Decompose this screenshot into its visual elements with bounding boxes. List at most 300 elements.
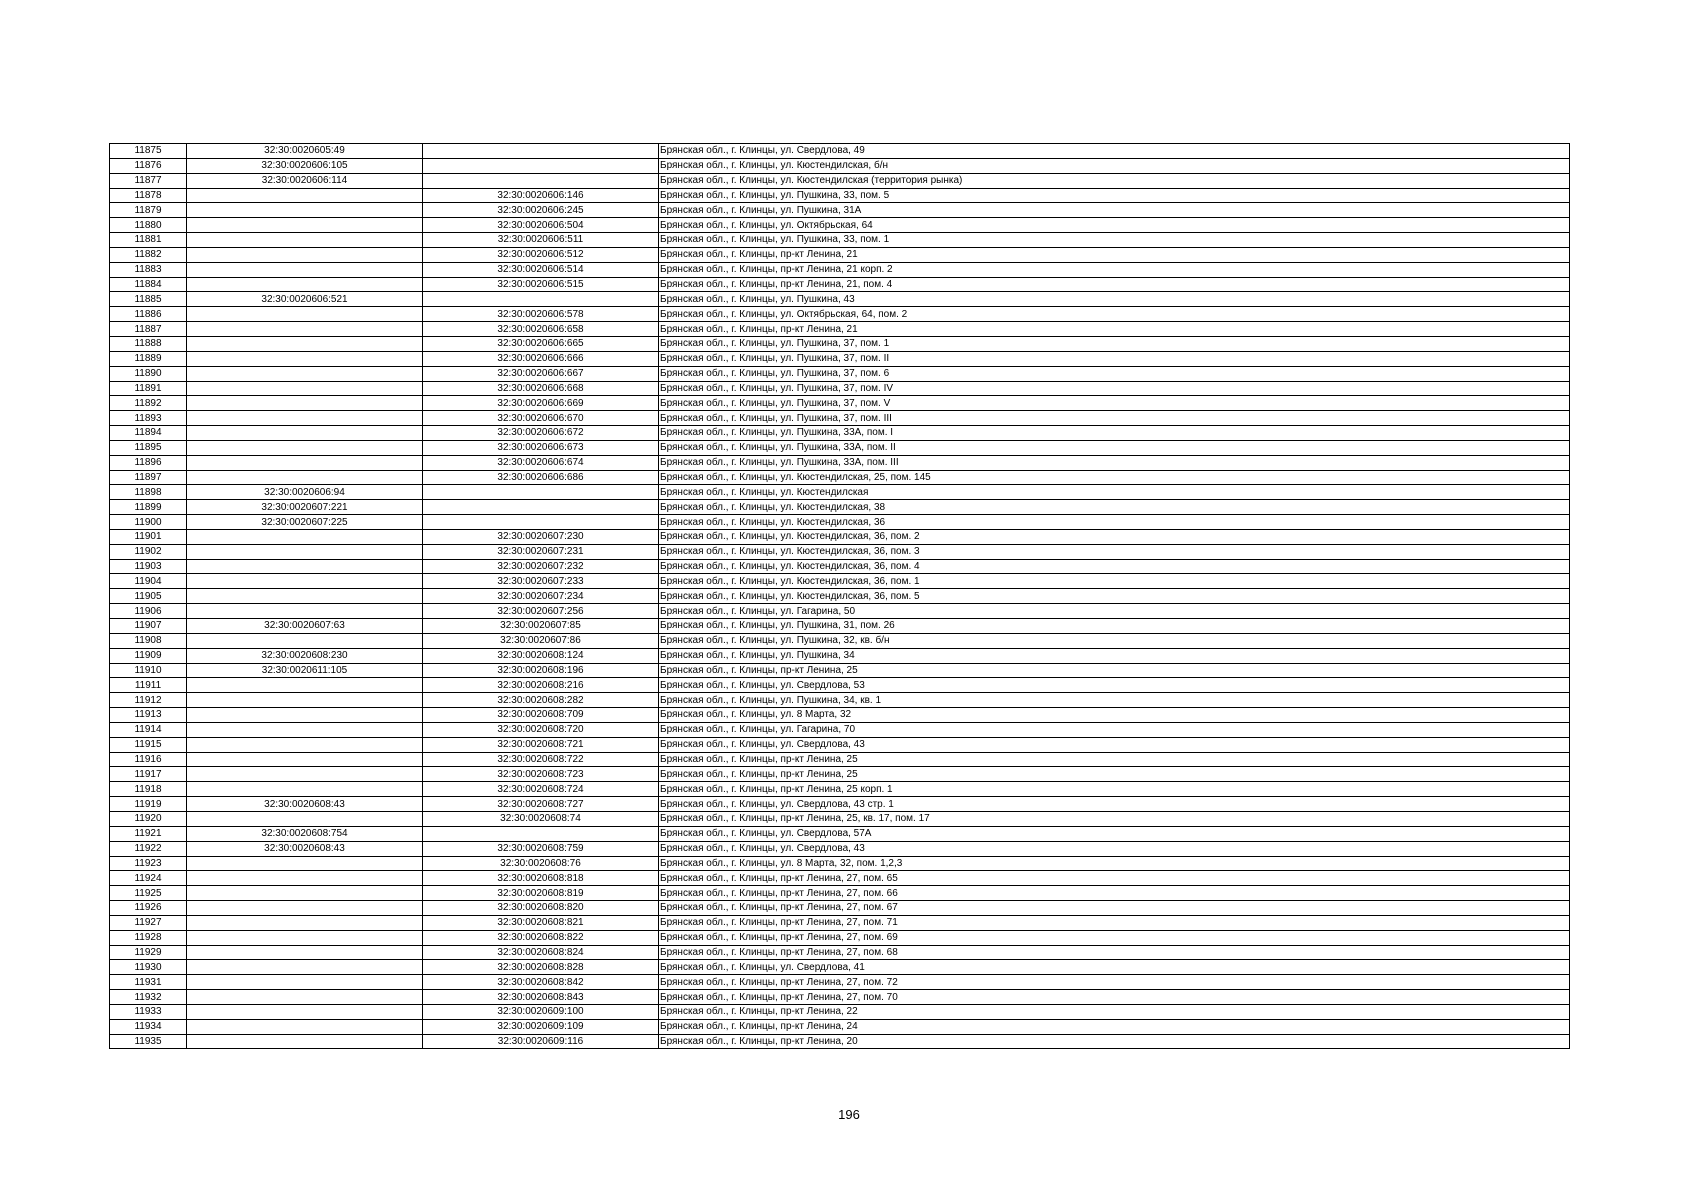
land-cadastral-number-cell bbox=[187, 1034, 423, 1049]
address-cell: Брянская обл., г. Клинцы, ул. Свердлова, 43 стр. 1 bbox=[659, 797, 1570, 812]
address-cell: Брянская обл., г. Клинцы, пр-кт Ленина, 21, пом. 4 bbox=[659, 277, 1570, 292]
table-row bbox=[110, 292, 1570, 307]
land-cadastral-number-cell bbox=[187, 455, 423, 470]
row-number-cell: 11883 bbox=[110, 262, 187, 277]
table-row bbox=[110, 351, 1570, 366]
building-cadastral-number-cell bbox=[423, 500, 659, 515]
table-row bbox=[110, 307, 1570, 322]
table-row bbox=[110, 589, 1570, 604]
building-cadastral-number-cell: 32:30:0020606:668 bbox=[423, 381, 659, 396]
row-number-cell: 11889 bbox=[110, 351, 187, 366]
land-cadastral-number-cell bbox=[187, 396, 423, 411]
table-row bbox=[110, 633, 1570, 648]
building-cadastral-number-cell: 32:30:0020606:674 bbox=[423, 455, 659, 470]
building-cadastral-number-cell: 32:30:0020608:282 bbox=[423, 693, 659, 708]
land-cadastral-number-cell bbox=[187, 203, 423, 218]
land-cadastral-number-cell: 32:30:0020607:225 bbox=[187, 515, 423, 530]
land-cadastral-number-cell: 32:30:0020605:49 bbox=[187, 144, 423, 159]
table-row bbox=[110, 262, 1570, 277]
row-number-cell: 11916 bbox=[110, 752, 187, 767]
row-number-cell: 11929 bbox=[110, 945, 187, 960]
address-cell: Брянская обл., г. Клинцы, ул. Пушкина, 33, пом. 1 bbox=[659, 233, 1570, 248]
land-cadastral-number-cell: 32:30:0020606:521 bbox=[187, 292, 423, 307]
building-cadastral-number-cell: 32:30:0020609:109 bbox=[423, 1019, 659, 1034]
land-cadastral-number-cell bbox=[187, 811, 423, 826]
address-cell: Брянская обл., г. Клинцы, ул. 8 Марта, 32, пом. 1,2,3 bbox=[659, 856, 1570, 871]
address-cell: Брянская обл., г. Клинцы, пр-кт Ленина, 21 корп. 2 bbox=[659, 262, 1570, 277]
row-number-cell: 11925 bbox=[110, 886, 187, 901]
row-number-cell: 11895 bbox=[110, 440, 187, 455]
land-cadastral-number-cell bbox=[187, 886, 423, 901]
land-cadastral-number-cell: 32:30:0020608:43 bbox=[187, 841, 423, 856]
land-cadastral-number-cell bbox=[187, 470, 423, 485]
land-cadastral-number-cell bbox=[187, 544, 423, 559]
building-cadastral-number-cell: 32:30:0020607:234 bbox=[423, 589, 659, 604]
building-cadastral-number-cell: 32:30:0020606:658 bbox=[423, 322, 659, 337]
building-cadastral-number-cell: 32:30:0020608:723 bbox=[423, 767, 659, 782]
table-row bbox=[110, 381, 1570, 396]
table-row bbox=[110, 411, 1570, 426]
table-row bbox=[110, 144, 1570, 159]
address-cell: Брянская обл., г. Клинцы, пр-кт Ленина, 25 bbox=[659, 752, 1570, 767]
land-cadastral-number-cell bbox=[187, 975, 423, 990]
address-cell: Брянская обл., г. Клинцы, пр-кт Ленина, 25 bbox=[659, 767, 1570, 782]
building-cadastral-number-cell: 32:30:0020606:245 bbox=[423, 203, 659, 218]
table-row bbox=[110, 990, 1570, 1005]
table-row bbox=[110, 782, 1570, 797]
row-number-cell: 11907 bbox=[110, 619, 187, 634]
table-row bbox=[110, 544, 1570, 559]
table-row bbox=[110, 515, 1570, 530]
row-number-cell: 11924 bbox=[110, 871, 187, 886]
table-row bbox=[110, 500, 1570, 515]
address-cell: Брянская обл., г. Клинцы, ул. Свердлова, 43 bbox=[659, 737, 1570, 752]
land-cadastral-number-cell bbox=[187, 782, 423, 797]
table-row bbox=[110, 737, 1570, 752]
table-row bbox=[110, 960, 1570, 975]
table-row bbox=[110, 930, 1570, 945]
row-number-cell: 11927 bbox=[110, 915, 187, 930]
row-number-cell: 11934 bbox=[110, 1019, 187, 1034]
land-cadastral-number-cell bbox=[187, 856, 423, 871]
land-cadastral-number-cell bbox=[187, 307, 423, 322]
row-number-cell: 11935 bbox=[110, 1034, 187, 1049]
building-cadastral-number-cell: 32:30:0020606:515 bbox=[423, 277, 659, 292]
building-cadastral-number-cell: 32:30:0020609:116 bbox=[423, 1034, 659, 1049]
building-cadastral-number-cell bbox=[423, 485, 659, 500]
building-cadastral-number-cell: 32:30:0020608:721 bbox=[423, 737, 659, 752]
address-cell: Брянская обл., г. Клинцы, ул. Пушкина, 37, пом. 6 bbox=[659, 366, 1570, 381]
address-cell: Брянская обл., г. Клинцы, ул. Кюстендилская, 36, пом. 5 bbox=[659, 589, 1570, 604]
address-cell: Брянская обл., г. Клинцы, ул. Кюстендилская (территория рынка) bbox=[659, 173, 1570, 188]
row-number-cell: 11911 bbox=[110, 678, 187, 693]
table-row bbox=[110, 396, 1570, 411]
address-cell: Брянская обл., г. Клинцы, ул. Пушкина, 33А, пом. III bbox=[659, 455, 1570, 470]
building-cadastral-number-cell bbox=[423, 292, 659, 307]
row-number-cell: 11903 bbox=[110, 559, 187, 574]
row-number-cell: 11878 bbox=[110, 188, 187, 203]
table-row bbox=[110, 529, 1570, 544]
building-cadastral-number-cell: 32:30:0020606:667 bbox=[423, 366, 659, 381]
table-row bbox=[110, 173, 1570, 188]
building-cadastral-number-cell: 32:30:0020606:146 bbox=[423, 188, 659, 203]
address-cell: Брянская обл., г. Клинцы, пр-кт Ленина, 22 bbox=[659, 1004, 1570, 1019]
address-cell: Брянская обл., г. Клинцы, ул. Пушкина, 34 bbox=[659, 648, 1570, 663]
table-row bbox=[110, 1034, 1570, 1049]
row-number-cell: 11919 bbox=[110, 797, 187, 812]
building-cadastral-number-cell: 32:30:0020607:231 bbox=[423, 544, 659, 559]
table-row bbox=[110, 619, 1570, 634]
table-row bbox=[110, 559, 1570, 574]
table-row bbox=[110, 678, 1570, 693]
table-row bbox=[110, 767, 1570, 782]
building-cadastral-number-cell: 32:30:0020608:709 bbox=[423, 708, 659, 723]
land-cadastral-number-cell: 32:30:0020608:754 bbox=[187, 826, 423, 841]
address-cell: Брянская обл., г. Клинцы, ул. Кюстендилская, 36, пом. 4 bbox=[659, 559, 1570, 574]
building-cadastral-number-cell: 32:30:0020606:670 bbox=[423, 411, 659, 426]
address-cell: Брянская обл., г. Клинцы, пр-кт Ленина, 27, пом. 72 bbox=[659, 975, 1570, 990]
land-cadastral-number-cell: 32:30:0020606:94 bbox=[187, 485, 423, 500]
building-cadastral-number-cell: 32:30:0020608:824 bbox=[423, 945, 659, 960]
row-number-cell: 11898 bbox=[110, 485, 187, 500]
address-cell: Брянская обл., г. Клинцы, пр-кт Ленина, 25 корп. 1 bbox=[659, 782, 1570, 797]
building-cadastral-number-cell: 32:30:0020606:578 bbox=[423, 307, 659, 322]
row-number-cell: 11922 bbox=[110, 841, 187, 856]
address-cell: Брянская обл., г. Клинцы, ул. Кюстендилская bbox=[659, 485, 1570, 500]
table-row bbox=[110, 233, 1570, 248]
row-number-cell: 11912 bbox=[110, 693, 187, 708]
table-row bbox=[110, 247, 1570, 262]
building-cadastral-number-cell: 32:30:0020608:216 bbox=[423, 678, 659, 693]
row-number-cell: 11921 bbox=[110, 826, 187, 841]
address-cell: Брянская обл., г. Клинцы, ул. Кюстендилская, 36, пом. 2 bbox=[659, 529, 1570, 544]
address-cell: Брянская обл., г. Клинцы, ул. Кюстендилская, 38 bbox=[659, 500, 1570, 515]
table-row bbox=[110, 693, 1570, 708]
address-cell: Брянская обл., г. Клинцы, ул. Пушкина, 37, пом. II bbox=[659, 351, 1570, 366]
building-cadastral-number-cell: 32:30:0020608:842 bbox=[423, 975, 659, 990]
building-cadastral-number-cell: 32:30:0020608:818 bbox=[423, 871, 659, 886]
land-cadastral-number-cell bbox=[187, 722, 423, 737]
row-number-cell: 11915 bbox=[110, 737, 187, 752]
land-cadastral-number-cell bbox=[187, 604, 423, 619]
table-row bbox=[110, 901, 1570, 916]
address-cell: Брянская обл., г. Клинцы, пр-кт Ленина, 27, пом. 65 bbox=[659, 871, 1570, 886]
address-cell: Брянская обл., г. Клинцы, пр-кт Ленина, 24 bbox=[659, 1019, 1570, 1034]
building-cadastral-number-cell: 32:30:0020607:230 bbox=[423, 529, 659, 544]
row-number-cell: 11928 bbox=[110, 930, 187, 945]
row-number-cell: 11923 bbox=[110, 856, 187, 871]
address-cell: Брянская обл., г. Клинцы, ул. Кюстендилская, б/н bbox=[659, 158, 1570, 173]
address-cell: Брянская обл., г. Клинцы, ул. Гагарина, 50 bbox=[659, 604, 1570, 619]
address-cell: Брянская обл., г. Клинцы, ул. Кюстендилская, 36 bbox=[659, 515, 1570, 530]
building-cadastral-number-cell: 32:30:0020606:512 bbox=[423, 247, 659, 262]
land-cadastral-number-cell bbox=[187, 529, 423, 544]
table-row bbox=[110, 366, 1570, 381]
land-cadastral-number-cell bbox=[187, 277, 423, 292]
table-row bbox=[110, 203, 1570, 218]
building-cadastral-number-cell bbox=[423, 144, 659, 159]
address-cell: Брянская обл., г. Клинцы, пр-кт Ленина, 20 bbox=[659, 1034, 1570, 1049]
row-number-cell: 11882 bbox=[110, 247, 187, 262]
table-row bbox=[110, 277, 1570, 292]
address-cell: Брянская обл., г. Клинцы, ул. Кюстендилская, 25, пом. 145 bbox=[659, 470, 1570, 485]
building-cadastral-number-cell: 32:30:0020608:819 bbox=[423, 886, 659, 901]
building-cadastral-number-cell: 32:30:0020606:669 bbox=[423, 396, 659, 411]
building-cadastral-number-cell bbox=[423, 515, 659, 530]
row-number-cell: 11877 bbox=[110, 173, 187, 188]
building-cadastral-number-cell: 32:30:0020606:686 bbox=[423, 470, 659, 485]
building-cadastral-number-cell: 32:30:0020607:86 bbox=[423, 633, 659, 648]
table-row bbox=[110, 336, 1570, 351]
table-row bbox=[110, 871, 1570, 886]
land-cadastral-number-cell bbox=[187, 426, 423, 441]
building-cadastral-number-cell bbox=[423, 158, 659, 173]
address-cell: Брянская обл., г. Клинцы, ул. Пушкина, 37, пом. III bbox=[659, 411, 1570, 426]
address-cell: Брянская обл., г. Клинцы, ул. Свердлова, 41 bbox=[659, 960, 1570, 975]
row-number-cell: 11886 bbox=[110, 307, 187, 322]
land-cadastral-number-cell: 32:30:0020608:230 bbox=[187, 648, 423, 663]
row-number-cell: 11930 bbox=[110, 960, 187, 975]
address-cell: Брянская обл., г. Клинцы, ул. Пушкина, 43 bbox=[659, 292, 1570, 307]
row-number-cell: 11884 bbox=[110, 277, 187, 292]
table-row bbox=[110, 218, 1570, 233]
address-cell: Брянская обл., г. Клинцы, ул. Октябрьская, 64, пом. 2 bbox=[659, 307, 1570, 322]
table-row bbox=[110, 841, 1570, 856]
land-cadastral-number-cell bbox=[187, 411, 423, 426]
row-number-cell: 11908 bbox=[110, 633, 187, 648]
building-cadastral-number-cell bbox=[423, 173, 659, 188]
building-cadastral-number-cell: 32:30:0020608:759 bbox=[423, 841, 659, 856]
table-row bbox=[110, 440, 1570, 455]
building-cadastral-number-cell: 32:30:0020606:665 bbox=[423, 336, 659, 351]
land-cadastral-number-cell bbox=[187, 945, 423, 960]
table-row bbox=[110, 826, 1570, 841]
land-cadastral-number-cell bbox=[187, 930, 423, 945]
row-number-cell: 11894 bbox=[110, 426, 187, 441]
land-cadastral-number-cell bbox=[187, 366, 423, 381]
table-row bbox=[110, 1019, 1570, 1034]
row-number-cell: 11920 bbox=[110, 811, 187, 826]
building-cadastral-number-cell bbox=[423, 826, 659, 841]
land-cadastral-number-cell: 32:30:0020611:105 bbox=[187, 663, 423, 678]
land-cadastral-number-cell bbox=[187, 559, 423, 574]
row-number-cell: 11892 bbox=[110, 396, 187, 411]
address-cell: Брянская обл., г. Клинцы, ул. Гагарина, 70 bbox=[659, 722, 1570, 737]
address-cell: Брянская обл., г. Клинцы, пр-кт Ленина, 27, пом. 69 bbox=[659, 930, 1570, 945]
land-cadastral-number-cell: 32:30:0020606:105 bbox=[187, 158, 423, 173]
land-cadastral-number-cell bbox=[187, 247, 423, 262]
address-cell: Брянская обл., г. Клинцы, ул. Пушкина, 34, кв. 1 bbox=[659, 693, 1570, 708]
building-cadastral-number-cell: 32:30:0020606:511 bbox=[423, 233, 659, 248]
address-cell: Брянская обл., г. Клинцы, ул. Пушкина, 33А, пом. II bbox=[659, 440, 1570, 455]
building-cadastral-number-cell: 32:30:0020607:256 bbox=[423, 604, 659, 619]
land-cadastral-number-cell bbox=[187, 693, 423, 708]
land-cadastral-number-cell bbox=[187, 737, 423, 752]
land-cadastral-number-cell bbox=[187, 767, 423, 782]
table-row bbox=[110, 470, 1570, 485]
land-cadastral-number-cell bbox=[187, 752, 423, 767]
table-row bbox=[110, 426, 1570, 441]
table-row bbox=[110, 856, 1570, 871]
address-cell: Брянская обл., г. Клинцы, пр-кт Ленина, 27, пом. 68 bbox=[659, 945, 1570, 960]
land-cadastral-number-cell bbox=[187, 322, 423, 337]
land-cadastral-number-cell bbox=[187, 188, 423, 203]
building-cadastral-number-cell: 32:30:0020607:233 bbox=[423, 574, 659, 589]
land-cadastral-number-cell bbox=[187, 1019, 423, 1034]
row-number-cell: 11914 bbox=[110, 722, 187, 737]
table-row bbox=[110, 945, 1570, 960]
land-cadastral-number-cell bbox=[187, 915, 423, 930]
building-cadastral-number-cell: 32:30:0020606:504 bbox=[423, 218, 659, 233]
table-row bbox=[110, 886, 1570, 901]
table-row bbox=[110, 663, 1570, 678]
address-cell: Брянская обл., г. Клинцы, ул. Пушкина, 37, пом. IV bbox=[659, 381, 1570, 396]
land-cadastral-number-cell bbox=[187, 351, 423, 366]
row-number-cell: 11933 bbox=[110, 1004, 187, 1019]
row-number-cell: 11906 bbox=[110, 604, 187, 619]
building-cadastral-number-cell: 32:30:0020606:514 bbox=[423, 262, 659, 277]
land-cadastral-number-cell bbox=[187, 262, 423, 277]
table-row bbox=[110, 811, 1570, 826]
row-number-cell: 11926 bbox=[110, 901, 187, 916]
building-cadastral-number-cell: 32:30:0020608:821 bbox=[423, 915, 659, 930]
address-cell: Брянская обл., г. Клинцы, ул. Кюстендилская, 36, пом. 1 bbox=[659, 574, 1570, 589]
address-cell: Брянская обл., г. Клинцы, ул. Пушкина, 33А, пом. I bbox=[659, 426, 1570, 441]
address-cell: Брянская обл., г. Клинцы, ул. 8 Марта, 32 bbox=[659, 708, 1570, 723]
address-cell: Брянская обл., г. Клинцы, пр-кт Ленина, 27, пом. 67 bbox=[659, 901, 1570, 916]
table-row bbox=[110, 708, 1570, 723]
address-cell: Брянская обл., г. Клинцы, пр-кт Ленина, 21 bbox=[659, 247, 1570, 262]
row-number-cell: 11891 bbox=[110, 381, 187, 396]
address-cell: Брянская обл., г. Клинцы, ул. Пушкина, 32, кв. б/н bbox=[659, 633, 1570, 648]
building-cadastral-number-cell: 32:30:0020606:673 bbox=[423, 440, 659, 455]
row-number-cell: 11905 bbox=[110, 589, 187, 604]
land-cadastral-number-cell bbox=[187, 574, 423, 589]
address-cell: Брянская обл., г. Клинцы, пр-кт Ленина, 27, пом. 70 bbox=[659, 990, 1570, 1005]
table-row bbox=[110, 648, 1570, 663]
address-cell: Брянская обл., г. Клинцы, пр-кт Ленина, 25 bbox=[659, 663, 1570, 678]
land-cadastral-number-cell bbox=[187, 440, 423, 455]
row-number-cell: 11881 bbox=[110, 233, 187, 248]
address-cell: Брянская обл., г. Клинцы, ул. Пушкина, 37, пом. V bbox=[659, 396, 1570, 411]
building-cadastral-number-cell: 32:30:0020608:720 bbox=[423, 722, 659, 737]
address-cell: Брянская обл., г. Клинцы, ул. Пушкина, 31, пом. 26 bbox=[659, 619, 1570, 634]
table-row bbox=[110, 574, 1570, 589]
table-row bbox=[110, 455, 1570, 470]
row-number-cell: 11931 bbox=[110, 975, 187, 990]
table-row bbox=[110, 485, 1570, 500]
registry-table bbox=[109, 143, 1570, 1049]
row-number-cell: 11893 bbox=[110, 411, 187, 426]
row-number-cell: 11897 bbox=[110, 470, 187, 485]
address-cell: Брянская обл., г. Клинцы, ул. Свердлова, 53 bbox=[659, 678, 1570, 693]
registry-table-body bbox=[110, 144, 1570, 1049]
row-number-cell: 11932 bbox=[110, 990, 187, 1005]
table-row bbox=[110, 1004, 1570, 1019]
table-row bbox=[110, 158, 1570, 173]
table-row bbox=[110, 722, 1570, 737]
row-number-cell: 11875 bbox=[110, 144, 187, 159]
building-cadastral-number-cell: 32:30:0020608:76 bbox=[423, 856, 659, 871]
building-cadastral-number-cell: 32:30:0020608:820 bbox=[423, 901, 659, 916]
address-cell: Брянская обл., г. Клинцы, пр-кт Ленина, 25, кв. 17, пом. 17 bbox=[659, 811, 1570, 826]
land-cadastral-number-cell bbox=[187, 1004, 423, 1019]
row-number-cell: 11910 bbox=[110, 663, 187, 678]
address-cell: Брянская обл., г. Клинцы, ул. Свердлова, 57А bbox=[659, 826, 1570, 841]
table-row bbox=[110, 188, 1570, 203]
land-cadastral-number-cell bbox=[187, 218, 423, 233]
land-cadastral-number-cell bbox=[187, 589, 423, 604]
table-row bbox=[110, 975, 1570, 990]
page-number: 196 bbox=[838, 1107, 860, 1122]
building-cadastral-number-cell: 32:30:0020608:727 bbox=[423, 797, 659, 812]
row-number-cell: 11902 bbox=[110, 544, 187, 559]
land-cadastral-number-cell: 32:30:0020607:221 bbox=[187, 500, 423, 515]
row-number-cell: 11899 bbox=[110, 500, 187, 515]
table-row bbox=[110, 604, 1570, 619]
address-cell: Брянская обл., г. Клинцы, пр-кт Ленина, 27, пом. 71 bbox=[659, 915, 1570, 930]
land-cadastral-number-cell bbox=[187, 678, 423, 693]
row-number-cell: 11880 bbox=[110, 218, 187, 233]
address-cell: Брянская обл., г. Клинцы, пр-кт Ленина, 27, пом. 66 bbox=[659, 886, 1570, 901]
table-row bbox=[110, 797, 1570, 812]
row-number-cell: 11890 bbox=[110, 366, 187, 381]
building-cadastral-number-cell: 32:30:0020607:232 bbox=[423, 559, 659, 574]
row-number-cell: 11896 bbox=[110, 455, 187, 470]
land-cadastral-number-cell: 32:30:0020607:63 bbox=[187, 619, 423, 634]
building-cadastral-number-cell: 32:30:0020608:822 bbox=[423, 930, 659, 945]
row-number-cell: 11879 bbox=[110, 203, 187, 218]
land-cadastral-number-cell: 32:30:0020608:43 bbox=[187, 797, 423, 812]
row-number-cell: 11901 bbox=[110, 529, 187, 544]
row-number-cell: 11876 bbox=[110, 158, 187, 173]
land-cadastral-number-cell bbox=[187, 990, 423, 1005]
building-cadastral-number-cell: 32:30:0020608:828 bbox=[423, 960, 659, 975]
land-cadastral-number-cell bbox=[187, 336, 423, 351]
building-cadastral-number-cell: 32:30:0020607:85 bbox=[423, 619, 659, 634]
address-cell: Брянская обл., г. Клинцы, ул. Пушкина, 31А bbox=[659, 203, 1570, 218]
land-cadastral-number-cell bbox=[187, 960, 423, 975]
row-number-cell: 11913 bbox=[110, 708, 187, 723]
row-number-cell: 11885 bbox=[110, 292, 187, 307]
table-row bbox=[110, 322, 1570, 337]
row-number-cell: 11909 bbox=[110, 648, 187, 663]
row-number-cell: 11888 bbox=[110, 336, 187, 351]
building-cadastral-number-cell: 32:30:0020606:666 bbox=[423, 351, 659, 366]
land-cadastral-number-cell bbox=[187, 871, 423, 886]
address-cell: Брянская обл., г. Клинцы, ул. Пушкина, 33, пом. 5 bbox=[659, 188, 1570, 203]
table-row bbox=[110, 915, 1570, 930]
land-cadastral-number-cell: 32:30:0020606:114 bbox=[187, 173, 423, 188]
land-cadastral-number-cell bbox=[187, 901, 423, 916]
building-cadastral-number-cell: 32:30:0020608:124 bbox=[423, 648, 659, 663]
building-cadastral-number-cell: 32:30:0020609:100 bbox=[423, 1004, 659, 1019]
address-cell: Брянская обл., г. Клинцы, ул. Свердлова, 49 bbox=[659, 144, 1570, 159]
building-cadastral-number-cell: 32:30:0020606:672 bbox=[423, 426, 659, 441]
table-row bbox=[110, 752, 1570, 767]
land-cadastral-number-cell bbox=[187, 233, 423, 248]
address-cell: Брянская обл., г. Клинцы, ул. Пушкина, 37, пом. 1 bbox=[659, 336, 1570, 351]
building-cadastral-number-cell: 32:30:0020608:724 bbox=[423, 782, 659, 797]
row-number-cell: 11887 bbox=[110, 322, 187, 337]
building-cadastral-number-cell: 32:30:0020608:74 bbox=[423, 811, 659, 826]
address-cell: Брянская обл., г. Клинцы, ул. Свердлова, 43 bbox=[659, 841, 1570, 856]
land-cadastral-number-cell bbox=[187, 381, 423, 396]
building-cadastral-number-cell: 32:30:0020608:196 bbox=[423, 663, 659, 678]
address-cell: Брянская обл., г. Клинцы, пр-кт Ленина, 21 bbox=[659, 322, 1570, 337]
building-cadastral-number-cell: 32:30:0020608:843 bbox=[423, 990, 659, 1005]
land-cadastral-number-cell bbox=[187, 633, 423, 648]
